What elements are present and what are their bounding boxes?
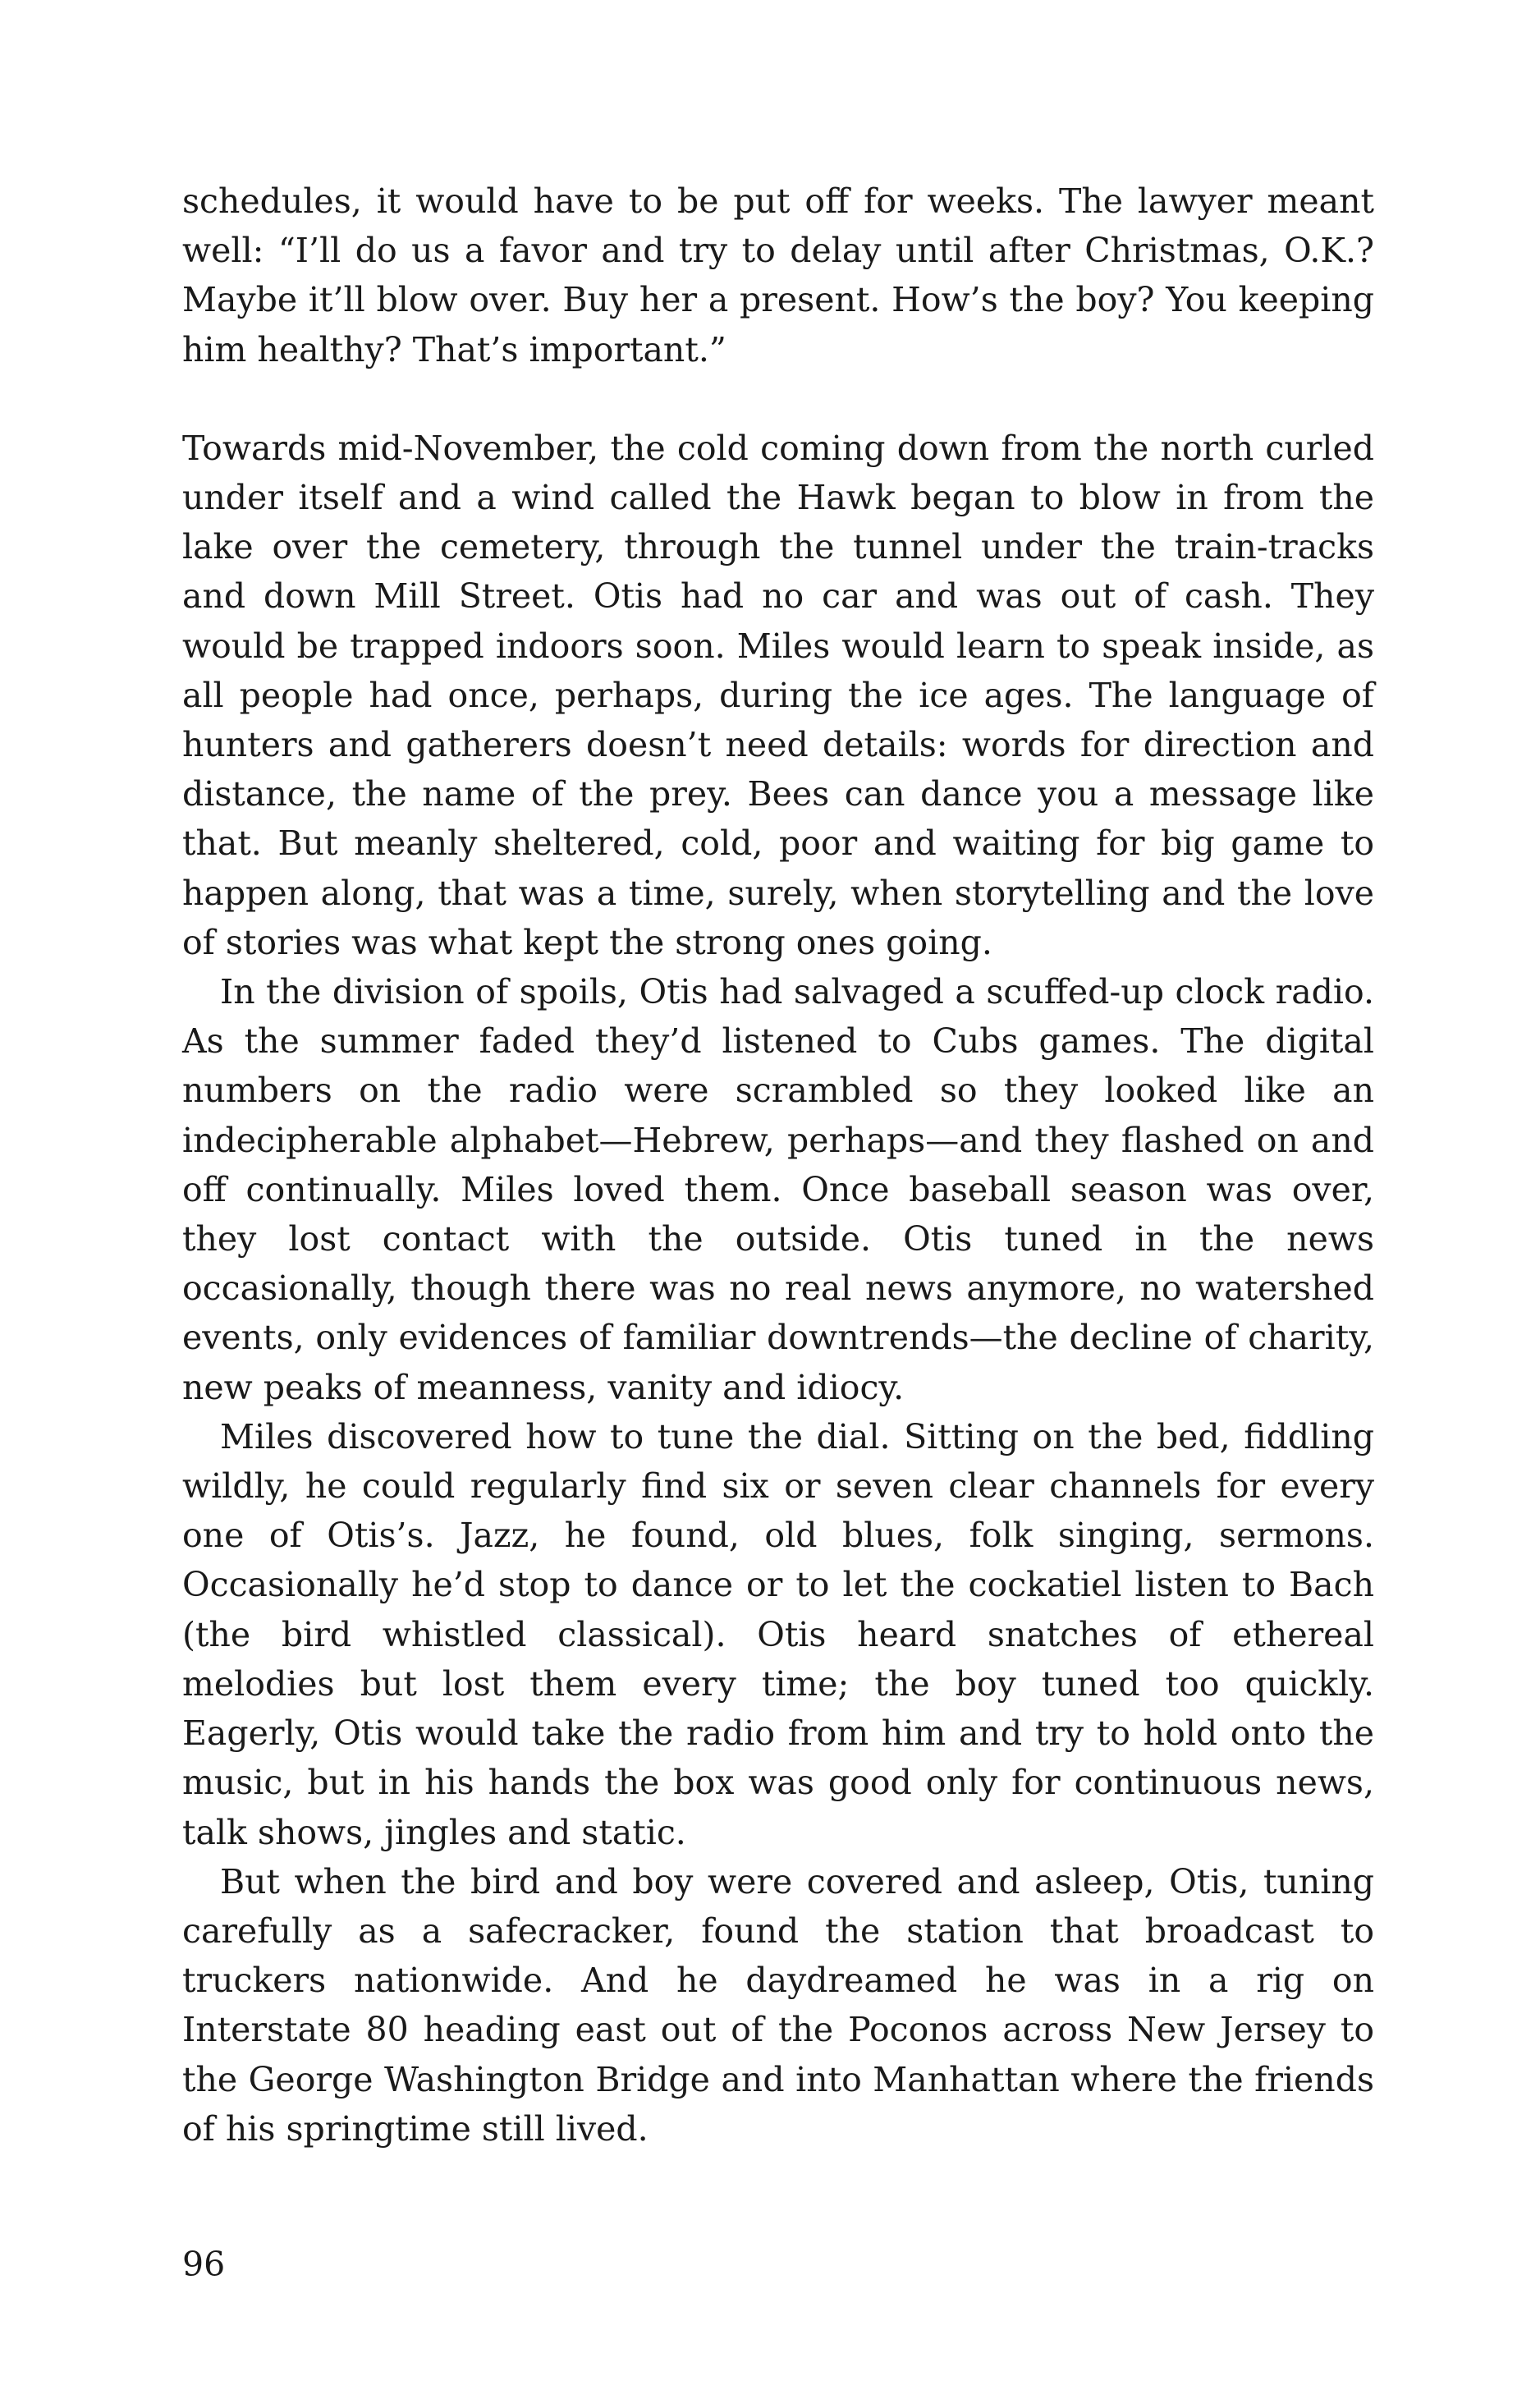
page-number: 96 xyxy=(182,2245,226,2284)
paragraph-3: In the division of spoils, Otis had salvaged a scuffed-up clock radio. As the summer faded they’d listened to Cubs games. The digital numbers on the radio were scrambled so they looked like an indecipherable alphabet—Hebrew, perhaps—and they flashed on and off continually. Miles loved them. Once baseball season was over, they lost contact with the outside. Otis tuned in the news occasionally, though there was no real news anymore, no watershed events, only evidences of familiar downtrends—the decline of charity, new peaks of meanness, vanity and idiocy. xyxy=(182,972,1374,1407)
page-body xyxy=(182,177,1374,2154)
section-break xyxy=(182,374,1374,424)
paragraph-1: schedules, it would have to be put off for weeks. The lawyer meant well: “I’ll do us a favor and try to delay until after Christmas, O.K.? Maybe it’ll blow over. Buy her a present. How’s the boy? You keeping him healthy? That’s important.” xyxy=(182,181,1374,369)
paragraph-2: Towards mid-November, the cold coming down from the north curled under itself and a wind called the Hawk began to blow in from the lake over the cemetery, through the tunnel under the train-tracks and down Mill Street. Otis had no car and was out of cash. They would be trapped indoors soon. Miles would learn to speak inside, as all people had once, perhaps, during the ice ages. The language of hunters and gatherers doesn’t need details: words for direction and distance, the name of the prey. Bees can dance you a message like that. But meanly sheltered, cold, poor and waiting for big game to happen along, that was a time, surely, when storytelling and the love of stories was what kept the strong ones going. xyxy=(182,428,1374,962)
paragraph-4: Miles discovered how to tune the dial. Sitting on the bed, fiddling wildly, he could regularly find six or seven clear channels for every one of Otis’s. Jazz, he found, old blues, folk singing, sermons. Occasionally he’d stop to dance or to let the cockatiel listen to Bach (the bird whistled classical). Otis heard snatches of ethereal melodies but lost them every time; the boy tuned too quickly. Eagerly, Otis would take the radio from him and try to hold onto the music, but in his hands the box was good only for continuous news, talk shows, jingles and static. xyxy=(182,1416,1374,1852)
paragraph-5: But when the bird and boy were covered and asleep, Otis, tuning carefully as a safecracker, found the station that broadcast to truckers nationwide. And he daydreamed he was in a rig on Interstate 80 heading east out of the Poconos across New Jersey to the George Washington Bridge and into Manhattan where the friends of his springtime still lived. xyxy=(182,1861,1374,2149)
